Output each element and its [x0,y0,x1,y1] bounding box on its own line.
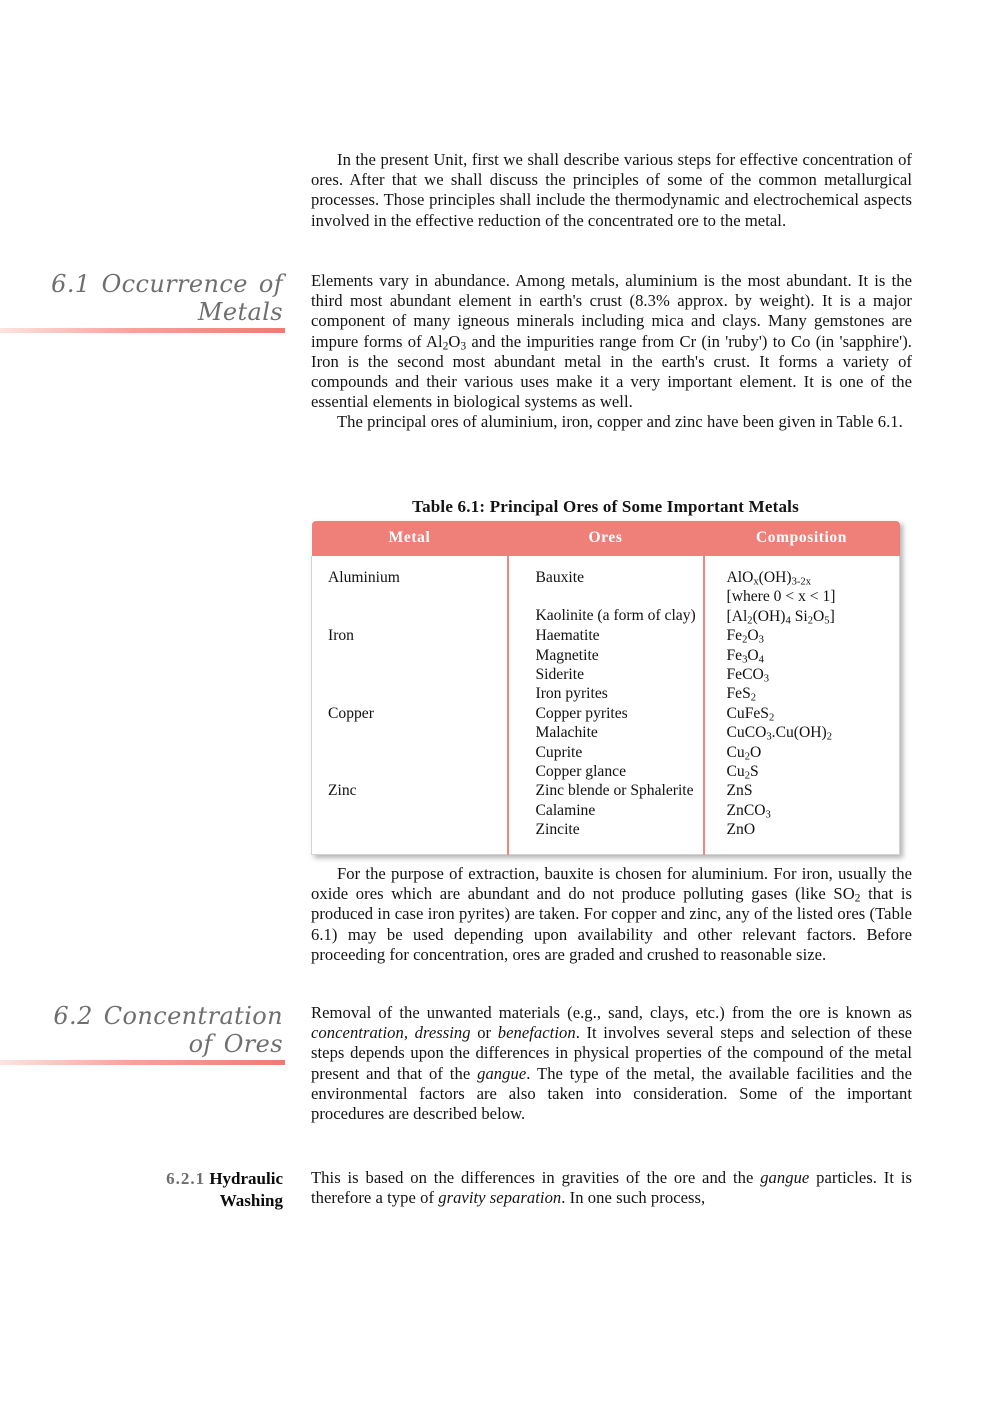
composition-formula: ZnO [726,821,756,839]
table-row [312,556,900,626]
table-row [312,704,900,782]
cell-metal [312,704,508,782]
column-header-ores: Ores [508,521,704,556]
section-6-2-heading [0,1003,285,1059]
composition-formula: $Fe_2O_3$ [726,627,764,646]
cell-ores [508,626,704,704]
section-6-1-heading-line-1: 6.1 Occurrence of [51,270,283,298]
composition-formula: [where 0 < x < 1] [726,588,836,606]
ore-name: Magnetite [535,646,599,664]
composition-formula: CuFeS$_2$ [726,704,775,724]
ore-name: Siderite [535,666,585,684]
ores-table-head [312,521,900,556]
ores-table-body [312,556,900,854]
section-6-2-heading-line-1: 6.2 Concentration [53,1002,283,1030]
cell-ores [508,781,704,854]
subsection-title-line-2: Washing [219,1190,283,1210]
subsection-6-2-1-heading [0,1168,285,1211]
composition-formula: $Cu_2S$ [726,763,759,782]
ore-name: Calamine [535,801,596,819]
metal-name: Aluminium [328,569,400,586]
principal-ores-paragraph: The principal ores of aluminium, iron, copper and zinc have been given in Table 6.1. [337,412,903,432]
column-header-composition: Composition [704,521,900,556]
composition-formula: ZnS [726,782,753,800]
cell-metal [312,781,508,854]
section-6-2-rule [0,1060,285,1065]
composition-formula: $Fe_3O_4$ [726,646,764,665]
cell-metal [312,626,508,704]
ore-name: Copper glance [535,763,626,781]
ore-name: Bauxite [535,569,585,586]
ore-name: Zincite [535,821,580,839]
composition-formula: [$Al_2(OH)_4$ $Si_2O_5$] [726,607,835,627]
composition-formula: $Cu_2O$ [726,743,762,762]
section-6-2-heading-line-2: of Ores [188,1030,283,1058]
table-row [312,626,900,704]
composition-formula: FeS$_2$ [726,685,757,704]
section-6-1-rule [0,328,285,333]
abundance-paragraph: Elements vary in abundance. Among metals, aluminium is the most abundant. It is the third most abundant element in earth's crust (8.3% approx. by weight). It is a major component of many igneous minerals including mica and clays. Many gemstones are impure forms of $Al_2O_3$ and the impurities range from Cr (in 'ruby') to Co (in 'sapphire'). Iron is the second most abundant metal in the earth's crust. It forms a variety of compounds and their various uses make it a very important element. It is one of the essential elements in biological systems as well. [311,271,912,412]
cell-ores [508,704,704,782]
metal-name: Zinc [328,782,357,800]
hydraulic-washing-paragraph: This is based on the differences in gravities of the ore and the gangue particles. It is therefore a type of gravity separation. In one such process, [311,1168,913,1208]
column-header-metal: Metal [312,521,508,556]
metal-name: Copper [328,704,374,722]
extraction-choice-paragraph: For the purpose of extraction, bauxite is chosen for aluminium. For iron, usually the oxide ores which are abundant and do not produce polluting gases (like $SO_2$ that is produced in case iron pyrites) are taken. For copper and zinc, any of the listed ores (Table 6.1) may be used depending upon availability and other relevant factors. Before proceeding for concentration, ores are graded and crushed to reasonable size. [311,864,912,964]
cell-ores [508,556,704,626]
subsection-number: 6.2.1 [166,1169,206,1188]
composition-formula: $CuCO_3.Cu(OH)_2$ [726,724,832,743]
cell-composition [704,704,900,782]
ore-name: Malachite [535,724,598,742]
cell-composition [704,781,900,854]
ore-name: Iron pyrites [535,685,608,703]
cell-composition [704,626,900,704]
section-6-1-heading [0,271,285,327]
ore-name: Kaolinite (a form of clay) [535,607,696,625]
intro-paragraph: In the present Unit, first we shall describe various steps for effective concentration of ores. After that we shall discuss the principles of some of the common metallurgical processes. Those principles shall include the thermodynamic and electrochemical aspects involved in the effective reduction of the concentrated ore to the metal. [311,150,912,230]
ore-name: Cuprite [535,743,583,761]
composition-formula: FeCO$_3$ [726,666,770,685]
composition-formula: $AlO_x(OH)_{3-2x}$ [726,569,811,588]
ore-name: Copper pyrites [535,704,628,722]
table-caption: Table 6.1: Principal Ores of Some Important Metals [412,497,799,516]
ores-table [311,521,900,855]
subsection-title-line-1: Hydraulic [209,1169,283,1188]
cell-composition [704,556,900,626]
composition-formula: ZnCO$_3$ [726,801,771,821]
table-header-row [312,521,900,556]
ores-table-wrapper [311,521,900,855]
ore-name: Haematite [535,627,600,645]
cell-metal [312,556,508,626]
concentration-definition-paragraph: Removal of the unwanted materials (e.g., sand, clays, etc.) from the ore is known as concentration, dressing or benefaction. It involves several steps and selection of these steps depends upon the differences in physical properties of the compound of the metal present and that of the gangue. The type of the metal, the available facilities and the environmental factors are also taken into consideration. Some of the important procedures are described below. [311,1003,913,1124]
ore-name: Zinc blende or Sphalerite [535,782,694,800]
table-row [312,781,900,854]
metal-name: Iron [328,627,354,645]
section-6-1-heading-line-2: Metals [197,298,283,326]
